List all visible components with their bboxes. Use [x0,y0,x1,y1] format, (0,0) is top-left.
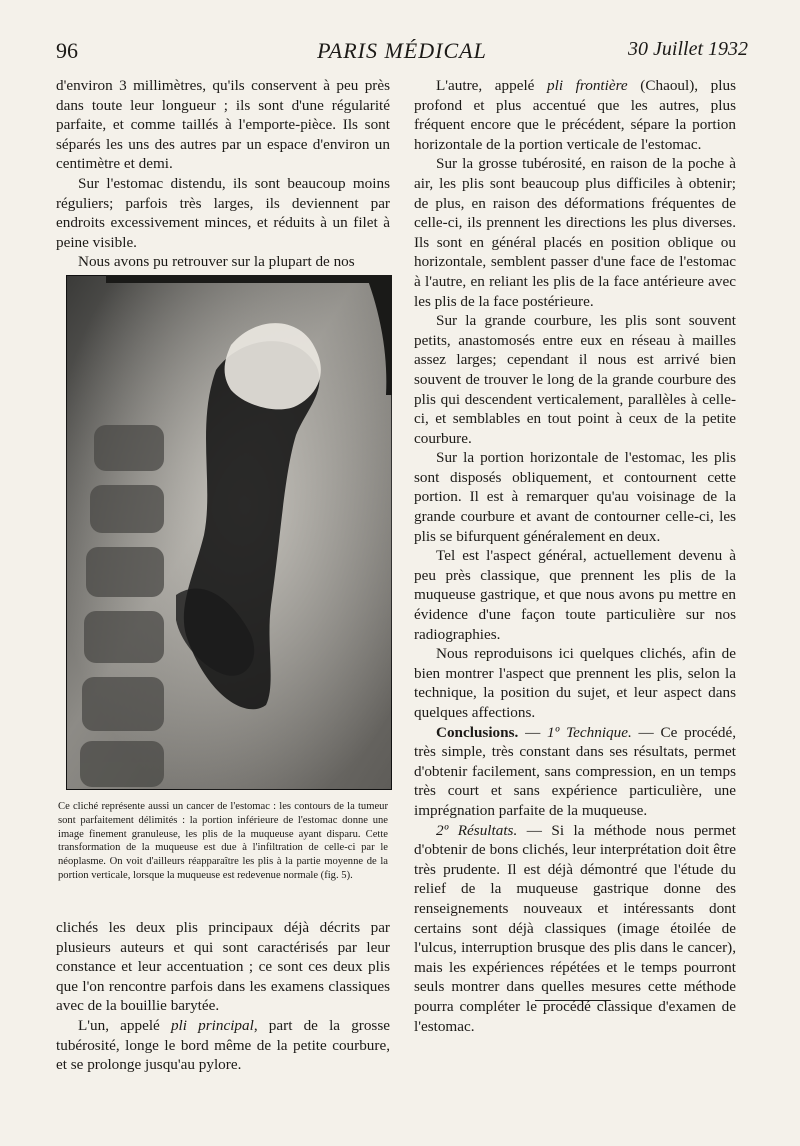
paragraph: Sur la grande courbure, les plis sont souvent petits, anastomosés entre eux en réseau à mailles assez larges; cependant il nous est arrivé bien souvent de trouver le long de la grande courbure des plis qui descendent verticalement, parallèles à celle-ci, et semblables en tout point à ceux de la petite courbure. [414,312,736,447]
end-rule [535,1000,611,1001]
paragraph: Tel est l'aspect général, actuellement devenu à peu près classique, que prennent les plis de la muqueuse gastrique, et que nous avons pu mettre en évidence d'une façon toute particulière sur nos radiographies. [414,547,736,643]
conclusions-heading: Conclusions. [436,723,519,741]
paragraph: L'un, appelé pli principal, part de la grosse tubérosité, longe le bord même de la petite courbure, et se prolonge jusqu'au pylore. [56,1016,390,1074]
paragraph: Nous avons pu retrouver sur la plupart de nos [78,253,355,271]
issue-date: 30 Juillet 1932 [628,38,748,60]
left-column-bottom [56,918,390,1075]
paragraph: Nous reproduisons ici quelques clichés, afin de bien montrer l'aspect que prennent les plis, selon la technique, la position du sujet, et leur aspect dans quelques affections. [414,645,736,721]
conclusions-paragraph: Conclusions. — 1º Technique. — Ce procédé, très simple, très constant dans ses résultats, permet d'obtenir facilement, sans compression, en un temps très court et sans expérience particulière, une imprégnation parfaite de la muqueuse. [414,723,737,819]
page-number: 96 [56,38,78,63]
left-column-top [56,76,390,272]
paragraph: Sur l'estomac distendu, ils sont beaucoup moins réguliers; parfois très larges, ils deviennent par endroits excessivement minces, et réduits à un filet à peine visible. [56,174,390,251]
technique-label: 1º Technique. [547,723,632,741]
radiograph-image [66,275,392,790]
right-column [414,76,736,1036]
journal-title: PARIS MÉDICAL [317,38,487,63]
radiograph-figure [66,275,392,790]
results-label: 2º Résultats. [436,821,518,839]
paragraph: Sur la grosse tubérosité, en raison de la poche à air, les plis sont beaucoup plus difficiles à obtenir; de plus, en raison des déformations fréquentes de celle-ci, ils prennent les directions les plus diverses. Ils sont en général placés en position oblique ou horizontale, semblent passer d'une face de l'estomac à l'autre, en reliant les plis de la face antérieure avec les plis de la face postérieure. [414,155,736,310]
caption-text: Ce cliché représente aussi un cancer de l'estomac : les contours de la tumeur sont parfaitement délimités : la portion inférieure de l'estomac donne une image finement granuleuse, les plis de la muqueuse ayant disparu. Cette transformation de la muqueuse est due à l'infiltration de celle-ci par le néoplasme. On voit d'ailleurs réapparaître les plis à la partie moyenne de la portion verticale, lorsque la muqueuse est redevenue normale (fig. 5). [58,801,388,881]
paragraph: clichés les deux plis principaux déjà décrits par plusieurs auteurs et qui sont caractérisés par leur constance et leur accentuation ; ce sont ces deux plis que l'on rencontre parfois dans les examens classiques avec de la bouillie barytée. [56,919,390,1015]
term-pli-principal: pli principal [170,1016,254,1034]
results-paragraph: 2º Résultats. — Si la méthode nous permet d'obtenir de bons clichés, leur interprétation doit être très prudente. Il est déjà démontré que l'étude du relief de la muqueuse gastrique donne des renseignements nouveaux et intéressants dont certains sont déjà classiques (image étoilée de l'ulcus, interruption brusque des plis dans le cancer), mais les expériences répétées et le temps pourront seuls montrer dans quelles mesures cette méthode pourra compléter le procédé classique d'examen de l'estomac. [414,821,737,1035]
figure-caption [58,800,388,883]
term-pli-frontiere: pli frontière [547,77,628,94]
paragraph: d'environ 3 millimètres, qu'ils conservent à peu près dans toute leur longueur ; ils sont d'une régularité parfaite, et comme taillés à l'emporte-pièce. Ils sont séparés les uns des autres par un espace d'environ un centimètre et demi. [56,77,390,173]
paragraph: Sur la portion horizontale de l'estomac, les plis sont disposés obliquement, et contournent cette portion. Il est à remarquer qu'au voisinage de la grande courbure et avant de contourner celle-ci, les plis se bifurquent généralement en deux. [414,449,736,545]
page-header [56,38,748,68]
paragraph: L'autre, appelé pli frontière (Chaoul), plus profond et plus accentué que les autres, plus fréquent encore que le précédent, sépare la portion horizontale de la portion verticale de l'estomac. [414,77,737,153]
